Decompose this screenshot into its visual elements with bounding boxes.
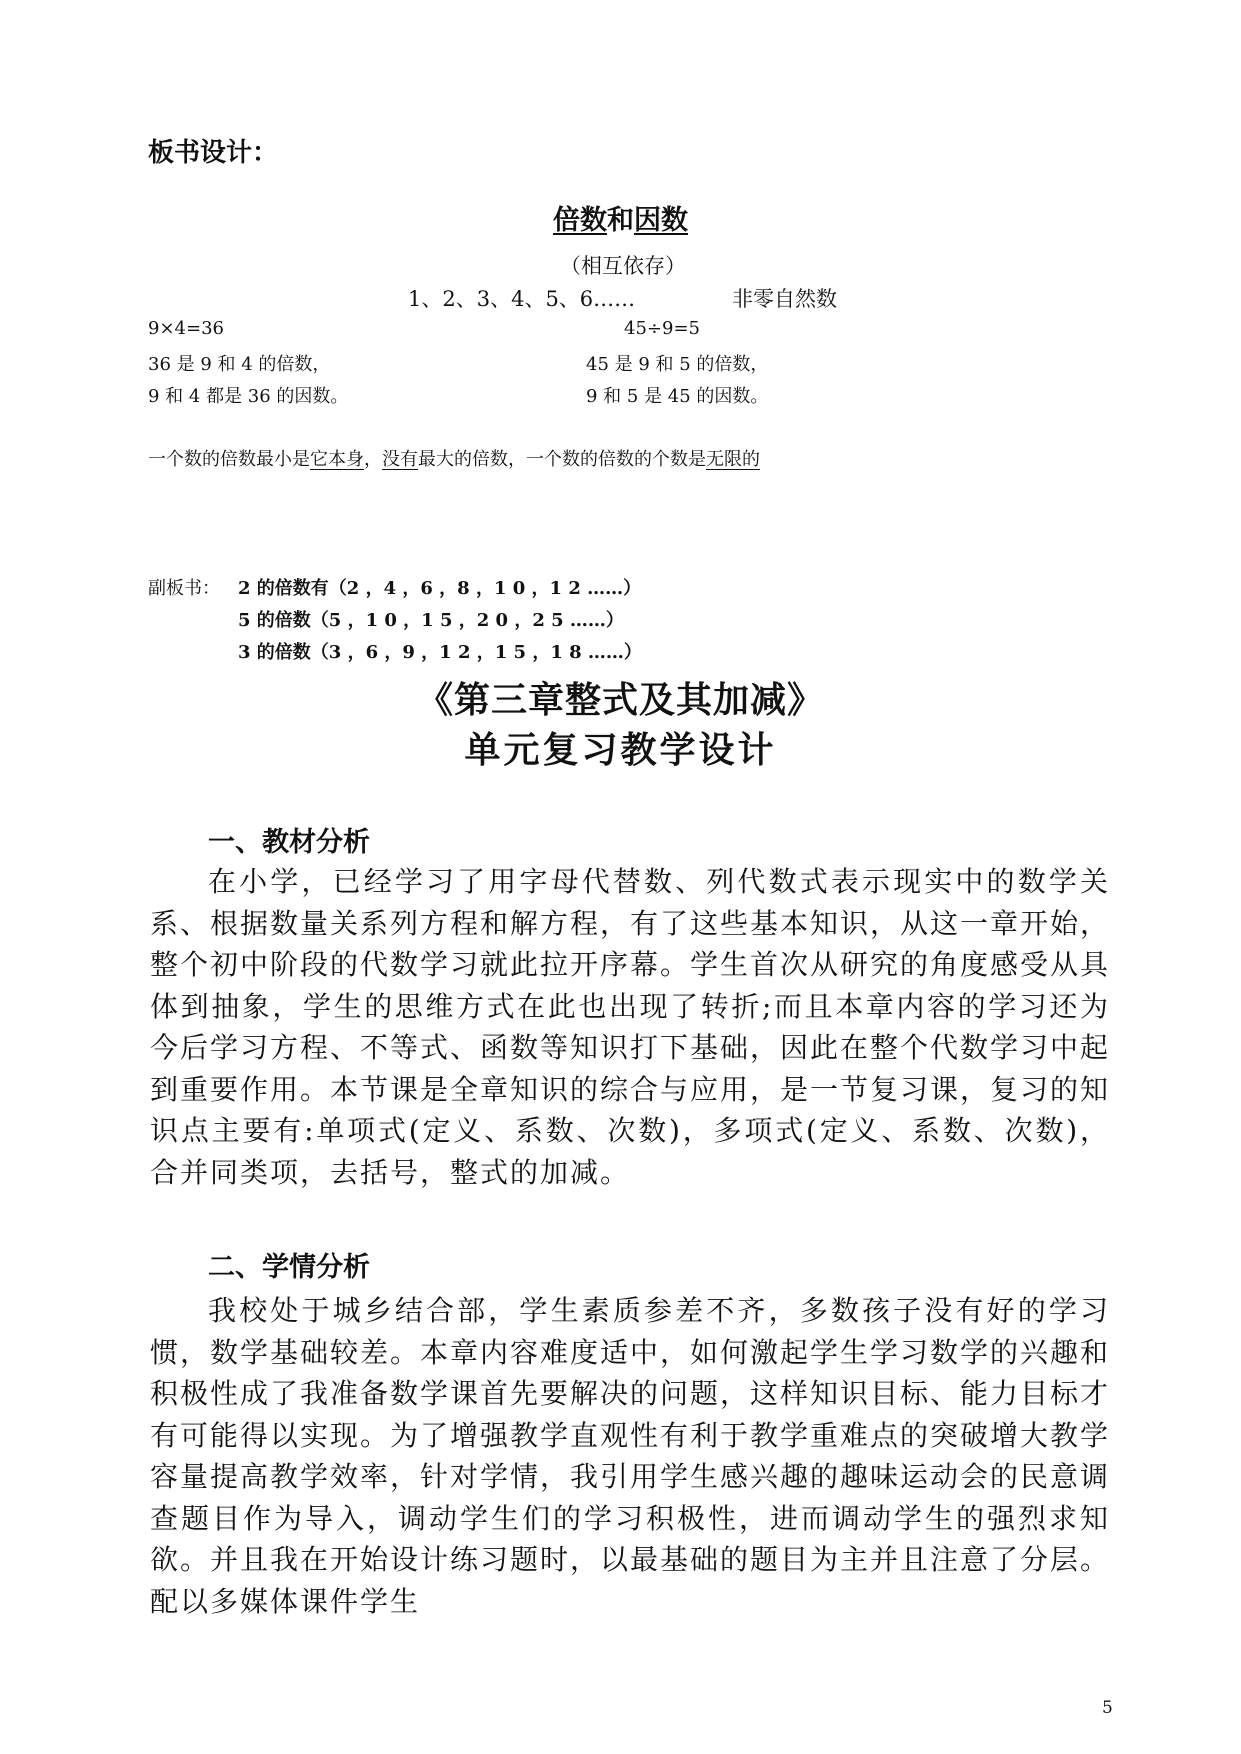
- summary-text-2: 最大的倍数，一个数的倍数的个数是: [418, 449, 706, 470]
- board-heading: 板书设计：: [148, 138, 279, 168]
- side-board-label: 副板书：: [148, 578, 220, 599]
- board-summary: [148, 445, 760, 471]
- side-board-line2: 5 的倍数（5 ，1 0 ，1 5 ，2 0 ，2 5 ……）: [238, 610, 624, 631]
- board-subtitle: （相互依存）: [560, 254, 686, 278]
- board-title: [0, 198, 1241, 237]
- summary-comma: ，: [364, 449, 382, 470]
- board-title-factor: 因数: [634, 205, 688, 236]
- board-left-equation: 9×4=36: [148, 318, 224, 339]
- chapter-subtitle: 单元复习教学设计: [464, 730, 777, 771]
- board-title-multiple: 倍数: [553, 205, 607, 236]
- summary-text: 一个数的倍数最小是: [148, 449, 310, 470]
- section-body-textbook-analysis: 在小学，已经学习了用字母代替数、列代数式表示现实中的数学关系、根据数量关系列方程和解方程，有了这些基本知识，从这一章开始，整个初中阶段的代数学习就此拉开序幕。学生首次从研究的角度感受从具体到抽象，学生的思维方式在此也出现了转折;而且本章内容的学习还为今后学习方程、不等式、函数等知识打下基础，因此在整个代数学习中起到重要作用。本节课是全章知识的综合与应用，是一节复习课，复习的知识点主要有:单项式(定义、系数、次数)，多项式(定义、系数、次数)，合并同类项，去括号，整式的加减。: [150, 865, 1111, 1189]
- board-sequence: 1、2、3、4、5、6……: [408, 287, 636, 311]
- side-board-line3: 3 的倍数（3 ，6 ，9 ，1 2 ，1 5 ，1 8 ……）: [238, 642, 642, 663]
- board-right-line2: 9 和 5 是 45 的因数。: [586, 386, 769, 407]
- summary-itself: 它本身: [310, 449, 364, 470]
- page-number: 5: [1102, 1698, 1113, 1718]
- chapter-title: 《第三章整式及其加减》: [416, 680, 824, 721]
- summary-none: 没有: [382, 449, 418, 470]
- board-nonzero-label: 非零自然数: [732, 287, 837, 311]
- board-title-and: 和: [607, 205, 634, 236]
- side-board-line1: 2 的倍数有（2 ，4 ，6 ，8 ，1 0 ，1 2 ……）: [238, 578, 642, 599]
- board-right-equation: 45÷9=5: [624, 318, 700, 339]
- section-heading-textbook-analysis: 一、教材分析: [208, 827, 370, 858]
- board-left-line1: 36 是 9 和 4 的倍数，: [148, 354, 331, 375]
- section-heading-student-analysis: 二、学情分析: [208, 1252, 370, 1283]
- board-right-line1: 45 是 9 和 5 的倍数，: [586, 354, 769, 375]
- section-body-student-analysis: 我校处于城乡结合部，学生素质参差不齐，多数孩子没有好的学习惯，数学基础较差。本章内容难度适中，如何激起学生学习数学的兴趣和积极性成了我准备数学课首先要解决的问题，这样知识目标、能力目标才有可能得以实现。为了增强教学直观性有利于教学重难点的突破增大教学容量提高教学效率，针对学情，我引用学生感兴趣的趣味运动会的民意调查题目作为导入，调动学生们的学习积极性，进而调动学生的强烈求知欲。并且我在开始设计练习题时，以最基础的题目为主并且注意了分层。配以多媒体课件学生: [150, 1294, 1111, 1618]
- summary-infinite: 无限的: [706, 449, 760, 470]
- board-left-line2: 9 和 4 都是 36 的因数。: [148, 386, 349, 407]
